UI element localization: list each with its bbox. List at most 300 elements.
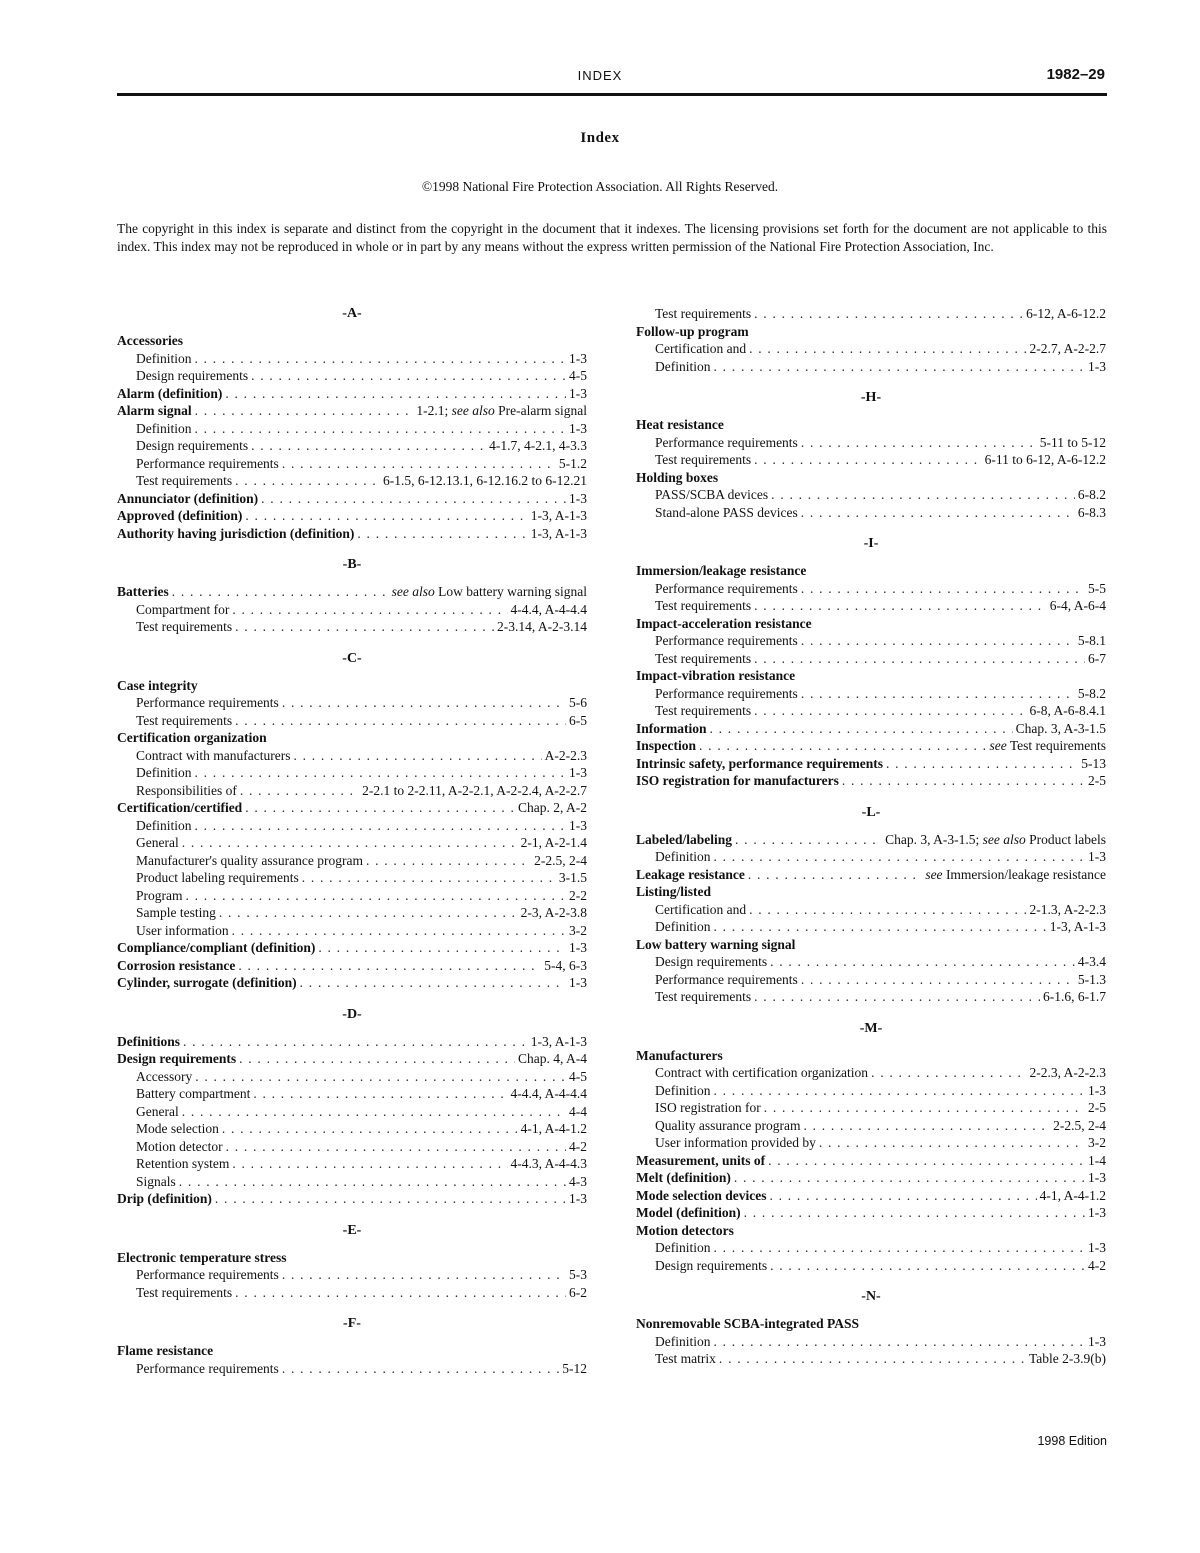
dot-leader [749, 340, 1026, 358]
index-term: Corrosion resistance [117, 957, 236, 973]
index-subentry [117, 869, 587, 887]
index-heading: Listing/listed [636, 884, 712, 899]
dot-leader [754, 702, 1026, 720]
see-also-label: see [925, 866, 943, 882]
index-subentry [636, 971, 1106, 989]
dot-leader [714, 1082, 1086, 1100]
dot-leader [222, 1120, 518, 1138]
index-heading: Manufacturers [636, 1047, 723, 1063]
index-entry [117, 583, 587, 601]
index-reference: 2-2.5, 2-4 [1053, 1117, 1106, 1133]
dot-leader [819, 1134, 1085, 1152]
index-term: Performance requirements [655, 633, 798, 648]
dot-leader [182, 834, 518, 852]
index-heading: Accessories [117, 333, 183, 348]
dot-leader [183, 1033, 528, 1051]
dot-leader [764, 1099, 1085, 1117]
dot-leader [769, 1187, 1036, 1205]
dot-leader [235, 618, 494, 636]
index-reference: 1-3 [569, 385, 587, 401]
index-reference: Chap. 2, A-2 [518, 800, 587, 815]
index-subentry [636, 953, 1106, 971]
index-reference: 2-3, A-2-3.8 [520, 905, 587, 920]
index-subentry [117, 1173, 587, 1191]
index-reference: 1-3 [1088, 1205, 1106, 1220]
index-term: Product labeling requirements [136, 870, 299, 885]
index-entry [117, 1190, 587, 1208]
index-term: Quality assurance program [655, 1117, 801, 1133]
index-term: Program [136, 887, 183, 903]
index-term: Definition [655, 358, 711, 374]
dot-leader [182, 1103, 566, 1121]
index-reference: 4-2 [1088, 1257, 1106, 1273]
index-subentry [117, 1284, 587, 1302]
index-term: Batteries [117, 584, 169, 599]
dot-leader [744, 1204, 1085, 1222]
page-number: 1982–29 [1046, 66, 1105, 83]
dot-leader [293, 747, 541, 765]
index-entry [636, 755, 1106, 773]
dot-leader [245, 507, 527, 525]
index-subentry [117, 1103, 587, 1121]
footer-edition: 1998 Edition [1037, 1434, 1107, 1448]
cross-reference: Product labels [1025, 831, 1106, 847]
index-reference: 5-4, 6-3 [544, 957, 587, 973]
index-term: Definition [136, 817, 192, 833]
index-reference: Chap. 3, A-3-1.5 [1015, 720, 1106, 736]
index-reference: 5-6 [569, 695, 587, 710]
index-reference: 4-4 [569, 1103, 587, 1119]
index-reference: 5-8.2 [1077, 685, 1106, 701]
dot-leader [282, 1360, 559, 1378]
index-term: Performance requirements [136, 455, 279, 471]
index-term: Approved (definition) [117, 508, 243, 523]
dot-leader [754, 305, 1023, 323]
index-reference: 4-1, A-4-1.2 [1039, 1187, 1106, 1203]
index-subentry [636, 1239, 1106, 1257]
index-subentry [636, 702, 1106, 720]
index-term: Mode selection devices [636, 1187, 767, 1203]
index-term: Measurement, units of [636, 1152, 766, 1168]
header-rule [117, 93, 1107, 96]
index-term: Definition [655, 919, 711, 934]
index-term: Signals [136, 1173, 176, 1189]
index-section-letter: -M- [859, 1020, 883, 1036]
dot-leader [771, 486, 1075, 504]
index-entry [636, 737, 1106, 755]
index-heading: Electronic temperature stress [117, 1249, 287, 1265]
index-reference: Table 2-3.9(b) [1028, 1351, 1106, 1366]
index-reference: 5-8.1 [1077, 633, 1106, 648]
index-reference: 4-3.4 [1077, 954, 1106, 969]
dot-leader [179, 1173, 566, 1191]
index-term: Retention system [136, 1156, 230, 1171]
index-heading: Impact-acceleration resistance [636, 615, 812, 631]
dot-leader [235, 472, 380, 490]
dot-leader [714, 358, 1086, 376]
dot-leader [734, 1169, 1085, 1187]
index-subentry [117, 420, 587, 438]
index-subentry [117, 1120, 587, 1138]
running-header-label: INDEX [577, 68, 623, 83]
index-subentry [117, 904, 587, 922]
index-section-letter: -A- [342, 306, 362, 321]
index-reference: Chap. 4, A-4 [518, 1051, 587, 1066]
index-reference: 1-3 [569, 940, 587, 955]
dot-leader [282, 455, 556, 473]
reference-text: Chap. 3, A-3-1.5; [885, 831, 983, 847]
dot-leader [302, 869, 556, 887]
index-heading: Flame resistance [117, 1343, 214, 1358]
cross-reference: Pre-alarm signal [494, 403, 587, 418]
index-subentry [636, 305, 1106, 323]
index-subentry [636, 1333, 1106, 1351]
dot-leader [748, 866, 922, 884]
index-term: Test requirements [655, 989, 752, 1004]
index-subentry [117, 887, 587, 905]
index-reference: 6-4, A-6-4 [1049, 598, 1106, 613]
index-reference: 4-4.4, A-4-4.4 [510, 1086, 587, 1101]
index-subentry [636, 988, 1106, 1006]
see-also-label: see also [451, 403, 495, 418]
dot-leader [754, 597, 1047, 615]
dot-leader [232, 922, 566, 940]
index-subentry [636, 1099, 1106, 1117]
index-subentry [117, 694, 587, 712]
index-entry [117, 974, 587, 992]
index-term: Mode selection [136, 1121, 219, 1136]
index-subentry [117, 1085, 587, 1103]
dot-leader [282, 694, 566, 712]
index-term: Certification/certified [117, 800, 243, 815]
index-term: Performance requirements [136, 1267, 279, 1282]
index-term: Test requirements [655, 650, 752, 666]
index-reference: 3-2 [569, 922, 587, 938]
index-reference: 2-3.14, A-2-3.14 [497, 619, 587, 634]
index-reference: 1-3 [569, 420, 587, 436]
index-reference: 4-1.7, 4-2.1, 4-3.3 [489, 438, 587, 453]
index-reference [989, 737, 1106, 755]
index-reference: 2-2.5, 2-4 [534, 852, 587, 868]
index-reference: 6-8, A-6-8.4.1 [1029, 703, 1106, 718]
index-reference: 1-3, A-1-3 [530, 508, 587, 523]
index-subentry [636, 901, 1106, 919]
index-reference: 3-1.5 [558, 870, 587, 885]
index-term: Certification and [655, 341, 747, 356]
index-section-letter: -N- [861, 1289, 881, 1304]
index-heading: Motion detectors [636, 1222, 734, 1238]
index-term: User information [136, 922, 229, 938]
index-subentry [636, 486, 1106, 504]
index-entry [117, 1050, 587, 1068]
dot-leader [253, 1085, 507, 1103]
index-reference: 1-4 [1088, 1152, 1106, 1168]
dot-leader [235, 712, 566, 730]
index-subentry [636, 597, 1106, 615]
index-reference: 2-2.3, A-2-2.3 [1029, 1065, 1106, 1080]
index-heading: Nonremovable SCBA-integrated PASS [636, 1316, 859, 1331]
index-reference: 6-5 [569, 712, 587, 728]
index-term: ISO registration for [655, 1100, 761, 1115]
index-subentry [117, 922, 587, 940]
index-term: Manufacturer's quality assurance program [136, 852, 363, 868]
index-subentry [117, 350, 587, 368]
index-term: Information [636, 720, 707, 736]
dot-leader [366, 852, 531, 870]
index-reference: 5-11 to 5-12 [1039, 434, 1106, 450]
index-section-letter: -B- [342, 557, 362, 572]
index-entry [636, 772, 1106, 790]
index-section-letter: -D- [342, 1006, 362, 1022]
index-reference: 4-2 [569, 1138, 587, 1154]
index-heading: Case integrity [117, 677, 198, 693]
index-reference: A-2-2.3 [544, 747, 587, 763]
index-term: Battery compartment [136, 1086, 251, 1101]
index-term: Test matrix [655, 1351, 716, 1366]
index-subentry [117, 1138, 587, 1156]
index-entry [636, 720, 1106, 738]
index-term: Authority having jurisdiction (definition) [117, 525, 355, 541]
dot-leader [886, 755, 1078, 773]
copyright-notice: The copyright in this index is separate and distinct from the copyright in the document that it indexes. The licensing provisions set forth for the document are not applicable to this index. This index may not be reproduced in whole or in part by any means without the express written permission of the National Fire Protection Association, Inc. [117, 221, 1107, 254]
dot-leader [225, 385, 566, 403]
index-heading: Follow-up program [636, 323, 749, 339]
index-reference: 1-3, A-1-3 [530, 1033, 587, 1049]
index-entry [117, 525, 587, 543]
index-subentry [636, 1117, 1106, 1135]
dot-leader [801, 632, 1075, 650]
index-term: Design requirements [117, 1051, 237, 1066]
index-reference: 1-3 [1088, 1082, 1106, 1098]
dot-leader [318, 939, 566, 957]
index-term: Contract with certification organization [655, 1065, 869, 1080]
index-reference: 2-1.3, A-2-2.3 [1029, 901, 1106, 917]
index-subentry [636, 1257, 1106, 1275]
index-subentry [117, 472, 587, 490]
index-term: Test requirements [655, 598, 752, 613]
index-term: Contract with manufacturers [136, 747, 291, 763]
index-subentry [636, 340, 1106, 358]
index-reference: 2-2 [569, 887, 587, 903]
index-column-left [117, 305, 587, 1377]
index-entry [636, 1204, 1106, 1222]
index-reference: 6-7 [1088, 650, 1106, 666]
dot-leader [215, 1190, 566, 1208]
index-term: Intrinsic safety, performance requirements [636, 755, 883, 771]
index-entry [117, 1033, 587, 1051]
index-reference: 5-13 [1081, 755, 1106, 771]
dot-leader [226, 1138, 566, 1156]
index-section-letter: -I- [863, 536, 879, 551]
index-subentry [117, 1155, 587, 1173]
index-heading: Immersion/leakage resistance [636, 563, 807, 578]
index-subentry [117, 852, 587, 870]
index-term: Test requirements [655, 452, 752, 467]
index-term: Definition [655, 1240, 711, 1255]
cross-reference: Immersion/leakage resistance [942, 866, 1106, 882]
index-reference: 1-3 [569, 765, 587, 780]
index-subentry [117, 747, 587, 765]
see-also-label: see [989, 738, 1007, 753]
dot-leader [770, 953, 1075, 971]
index-section-letter: -E- [342, 1222, 362, 1238]
index-reference: 6-12, A-6-12.2 [1026, 306, 1106, 321]
index-term: PASS/SCBA devices [655, 487, 769, 502]
index-term: Design requirements [655, 1257, 768, 1273]
index-term: Alarm (definition) [117, 385, 223, 401]
index-term: Cylinder, surrogate (definition) [117, 975, 297, 990]
index-reference: 1-3 [569, 975, 587, 990]
index-subentry [636, 1134, 1106, 1152]
index-reference: 4-5 [569, 368, 587, 383]
index-term: ISO registration for manufacturers [636, 773, 839, 788]
index-term: Definition [136, 765, 192, 780]
index-title: Index [580, 130, 620, 146]
index-term: Motion detector [136, 1138, 223, 1154]
index-reference [392, 583, 587, 601]
index-heading: Low battery warning signal [636, 936, 796, 952]
dot-leader [801, 580, 1085, 598]
dot-leader [801, 434, 1037, 452]
index-term: Performance requirements [136, 1360, 279, 1376]
index-term: Drip (definition) [117, 1191, 212, 1206]
index-subentry [636, 358, 1106, 376]
index-reference: 6-2 [569, 1284, 587, 1300]
index-subentry [117, 601, 587, 619]
index-subentry [117, 1266, 587, 1284]
dot-leader [801, 685, 1075, 703]
index-term: General [136, 835, 179, 850]
dot-leader [754, 451, 981, 469]
dot-leader [235, 1284, 566, 1302]
index-subentry [117, 782, 587, 800]
index-term: Compliance/compliant (definition) [117, 940, 316, 955]
index-term: Model (definition) [636, 1205, 741, 1220]
index-reference: 5-5 [1088, 580, 1106, 596]
dot-leader [300, 974, 566, 992]
index-reference: 1-3 [569, 350, 587, 366]
index-reference [416, 402, 587, 420]
dot-leader [714, 1333, 1086, 1351]
dot-leader [232, 601, 507, 619]
index-entry [117, 385, 587, 403]
index-term: Labeled/labeling [636, 831, 733, 847]
index-reference: 6-8.3 [1077, 504, 1106, 520]
dot-leader [714, 918, 1047, 936]
index-reference: 1-3 [1088, 1333, 1106, 1349]
dot-leader [282, 1266, 566, 1284]
dot-leader [754, 988, 1040, 1006]
dot-leader [261, 490, 566, 508]
index-entry [636, 866, 1106, 884]
index-entry [117, 402, 587, 420]
index-subentry [117, 455, 587, 473]
index-term: Sample testing [136, 905, 216, 920]
dot-leader [219, 904, 518, 922]
index-term: Definition [655, 849, 711, 864]
index-term: Design requirements [136, 368, 249, 383]
index-term: Annunciator (definition) [117, 490, 259, 506]
index-subentry [117, 834, 587, 852]
dot-leader [714, 1239, 1086, 1257]
dot-leader [768, 1152, 1085, 1170]
index-subentry [636, 848, 1106, 866]
index-term: Test requirements [136, 1284, 233, 1300]
index-reference: 4-3 [569, 1173, 587, 1189]
index-subentry [117, 618, 587, 636]
index-term: Accessory [136, 1068, 193, 1084]
dot-leader [238, 957, 541, 975]
index-reference: 6-1.5, 6-12.13.1, 6-12.16.2 to 6-12.21 [383, 473, 587, 488]
index-term: Alarm signal [117, 403, 192, 418]
index-term: Performance requirements [136, 695, 279, 710]
dot-leader [770, 1257, 1085, 1275]
index-reference: 1-3 [569, 1191, 587, 1206]
dot-leader [195, 402, 414, 420]
index-reference: 6-1.6, 6-1.7 [1043, 989, 1106, 1004]
index-term: Performance requirements [655, 685, 798, 701]
index-term: Responsibilities of [136, 782, 237, 798]
index-term: General [136, 1103, 179, 1119]
index-term: Performance requirements [655, 580, 798, 596]
index-reference: 6-11 to 6-12, A-6-12.2 [984, 452, 1106, 467]
index-section-letter: -F- [343, 1316, 361, 1331]
reference-text: 1-2.1; [416, 403, 452, 418]
index-term: Performance requirements [655, 971, 798, 987]
dot-leader [357, 525, 527, 543]
index-reference: 2-5 [1088, 773, 1106, 788]
index-subentry [636, 1064, 1106, 1082]
index-entry [117, 939, 587, 957]
index-entry [636, 1187, 1106, 1205]
index-subentry [117, 437, 587, 455]
dot-leader [172, 583, 389, 601]
index-subentry [117, 817, 587, 835]
index-reference: 1-3 [569, 490, 587, 506]
index-term: Test requirements [655, 703, 752, 718]
index-term: Test requirements [136, 473, 233, 488]
index-reference: 1-3 [1088, 1240, 1106, 1255]
index-subentry [636, 504, 1106, 522]
dot-leader [842, 772, 1085, 790]
index-term: Test requirements [136, 619, 233, 634]
index-term: Performance requirements [655, 434, 798, 450]
index-entry [636, 1152, 1106, 1170]
index-reference: 5-1.3 [1077, 971, 1106, 987]
index-reference: 1-3, A-1-3 [530, 525, 587, 541]
index-reference: 2-5 [1088, 1100, 1106, 1115]
dot-leader [719, 1350, 1026, 1368]
dot-leader [240, 782, 359, 800]
index-reference: 4-1, A-4-1.2 [520, 1121, 587, 1136]
index-subentry [636, 650, 1106, 668]
index-reference [885, 831, 1106, 849]
index-term: Definition [136, 420, 192, 436]
see-also-label: see also [391, 584, 435, 599]
index-reference: 1-3, A-1-3 [1049, 919, 1106, 934]
dot-leader [251, 437, 486, 455]
index-subentry [636, 434, 1106, 452]
index-subentry [636, 685, 1106, 703]
dot-leader [749, 901, 1026, 919]
dot-leader [871, 1064, 1026, 1082]
dot-leader [245, 799, 515, 817]
index-reference: 1-3 [1088, 358, 1106, 374]
index-term: Compartment for [136, 601, 230, 617]
index-heading: Impact-vibration resistance [636, 668, 796, 683]
index-subentry [117, 367, 587, 385]
index-subentry [117, 712, 587, 730]
